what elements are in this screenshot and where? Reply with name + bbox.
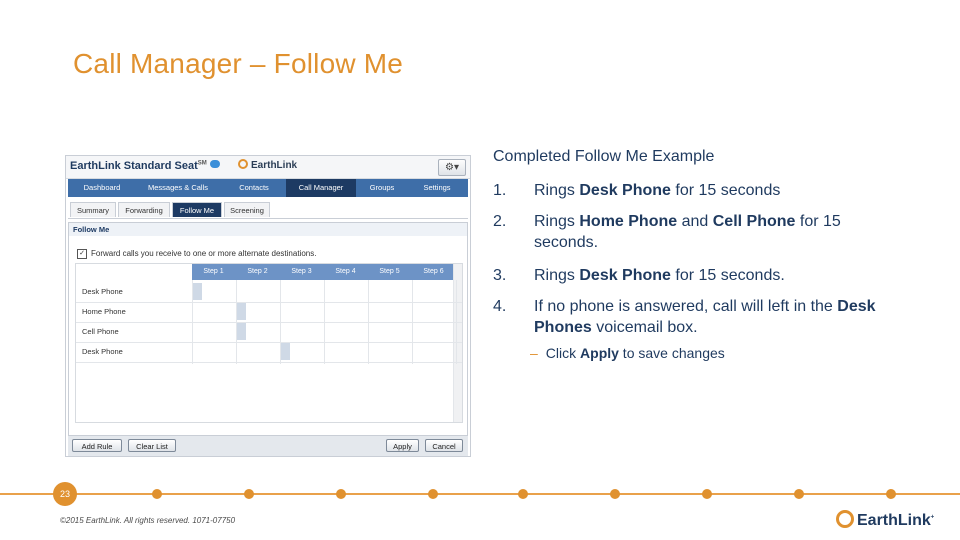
step-header-5: Step 5 [379,268,400,275]
step-header-4: Step 4 [335,268,356,275]
example-title: Completed Follow Me Example [493,148,715,165]
sub-bullet-text: Click Apply to save changes [545,345,725,361]
nav-item-call-manager[interactable]: Call Manager [286,179,356,197]
copyright: ©2015 EarthLink. All rights reserved. 1071-07750 [60,516,236,525]
chat-icon[interactable] [210,160,220,168]
table-row [76,282,462,303]
timeline-dot [152,489,162,499]
timeline-line [0,493,960,495]
tab-forwarding[interactable]: Forwarding [118,202,170,217]
step-header-6: Step 6 [423,268,444,275]
step-cell[interactable] [193,283,202,300]
forward-checkbox-label: Forward calls you receive to one or more alternate destinations. [91,249,317,258]
row-label: Cell Phone [82,327,119,336]
list-text: Rings Home Phone and Cell Phone for 15 seconds. [534,213,841,251]
forward-checkbox[interactable]: ✓ [77,249,87,259]
subtabs [68,202,468,219]
step-cell[interactable] [237,303,246,320]
nav-item-messages-calls[interactable]: Messages & Calls [147,183,209,192]
step-header-1: Step 1 [203,268,224,275]
timeline-dot [794,489,804,499]
nav-item-settings[interactable]: Settings [423,183,451,192]
row-label: Desk Phone [82,287,123,296]
step-cell[interactable] [281,343,290,360]
page-number: 23 [53,482,77,506]
add-rule-button[interactable]: Add Rule [72,439,122,452]
table-row [76,302,462,323]
clear-list-button[interactable]: Clear List [128,439,176,452]
app-footer [68,436,468,456]
app-title: EarthLink Standard Seat℠ [70,160,207,172]
apply-button[interactable]: Apply [386,439,419,452]
nav-item-groups[interactable]: Groups [369,183,395,192]
timeline-dot [244,489,254,499]
timeline-dot [610,489,620,499]
table-row [76,322,462,343]
list-number: 4. [493,298,507,315]
list-text: Rings Desk Phone for 15 seconds. [534,267,785,284]
timeline-dot [336,489,346,499]
settings-gear-button[interactable]: ⚙▾ [438,159,466,176]
list-number: 2. [493,213,507,230]
tab-summary[interactable]: Summary [70,202,116,217]
step-cell[interactable] [237,323,246,340]
timeline-dot [518,489,528,499]
nav-item-dashboard[interactable]: Dashboard [83,183,121,192]
tab-screening[interactable]: Screening [224,202,270,217]
follow-me-panel [68,222,468,436]
grid-header [192,264,462,280]
nav-item-contacts[interactable]: Contacts [239,183,269,192]
dash-bullet: – [530,345,538,361]
follow-me-grid [75,263,463,423]
list-text: If no phone is answered, call will left in the Desk Phones voicemail box. [534,298,876,336]
earthlink-swirl-icon [238,159,248,169]
app-header [66,156,470,179]
sub-bullet [530,345,725,361]
table-row [76,342,462,363]
timeline-dot [886,489,896,499]
row-label: Desk Phone [82,347,123,356]
tab-follow-me[interactable]: Follow Me [172,202,222,217]
slide-title: Call Manager – Follow Me [73,48,404,79]
step-header-2: Step 2 [247,268,268,275]
timeline-dot [428,489,438,499]
brand-logo: EarthLink [238,159,297,171]
cancel-button[interactable]: Cancel [425,439,463,452]
step-header-3: Step 3 [291,268,312,275]
list-number: 1. [493,182,507,199]
list-text: Rings Desk Phone for 15 seconds [534,182,781,199]
panel-title: Follow Me [69,223,467,236]
earthlink-logo-icon [836,510,854,528]
list-number: 3. [493,267,507,284]
timeline-dot [702,489,712,499]
main-nav [68,179,468,197]
app-screenshot [65,155,471,457]
row-label: Home Phone [82,307,126,316]
earthlink-logo: EarthLink+ [836,510,934,530]
